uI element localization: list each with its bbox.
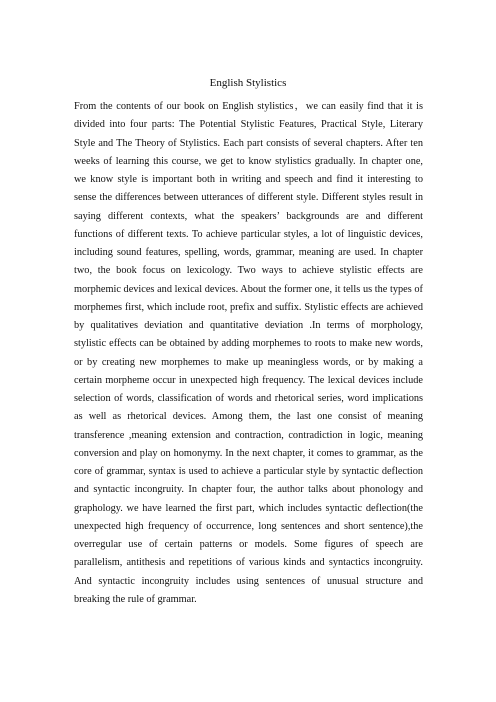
body-paragraph: From the contents of our book on English stylistics，we can easily find that it is divided into four parts: The Potential Stylistic Features, Practical Style, Literary Style and The Theory of Stylistics. Each part consists of several chapters. After ten weeks of learning this course, we get to know stylistics gradually. In chapter one, we know style is important both in writing and speech and find it interesting to sense the differences between utterances of different style. Different styles result in saying different contexts, what the speakers’ backgrounds are and different functions of different texts. To achieve particular styles, a lot of linguistic devices, including sound features, spelling, words, grammar, meaning are used. In chapter two, the book focus on lexicology. Two ways to achieve stylistic effects are morphemic devices and lexical devices. About the former one, it tells us the types of morphemes first, which include root, prefix and suffix. Stylistic effects are achieved by qualitatives deviation and quantitative deviation .In terms of morphology, stylistic effects can be obtained by adding morphemes to roots to make new words, or by creating new morphemes to make up meaningless words, or by making a certain morpheme occur in unexpected high frequency. The lexical devices include selection of words, classification of words and rhetorical series, word implications as well as rhetorical devices. Among them, the last one consist of meaning transference ,meaning extension and contraction, contradiction in logic, meaning conversion and play on homonymy. In the next chapter, it comes to grammar, as the core of grammar, syntax is used to achieve a particular style by syntactic deflection and syntactic incongruity. In chapter four, the author talks about phonology and graphology. we have learned the first part, which includes syntactic deflection(the unexpected high frequency of occurrence, long sentences and short sentence),the overregular use of certain patterns or models. Some figures of speech are parallelism, antithesis and repetitions of various kinds and syntactics incongruity. And syntactic incongruity includes using sentences of unusual structure and breaking the rule of grammar. (74, 101, 423, 605)
document-title: English Stylistics (209, 77, 287, 89)
